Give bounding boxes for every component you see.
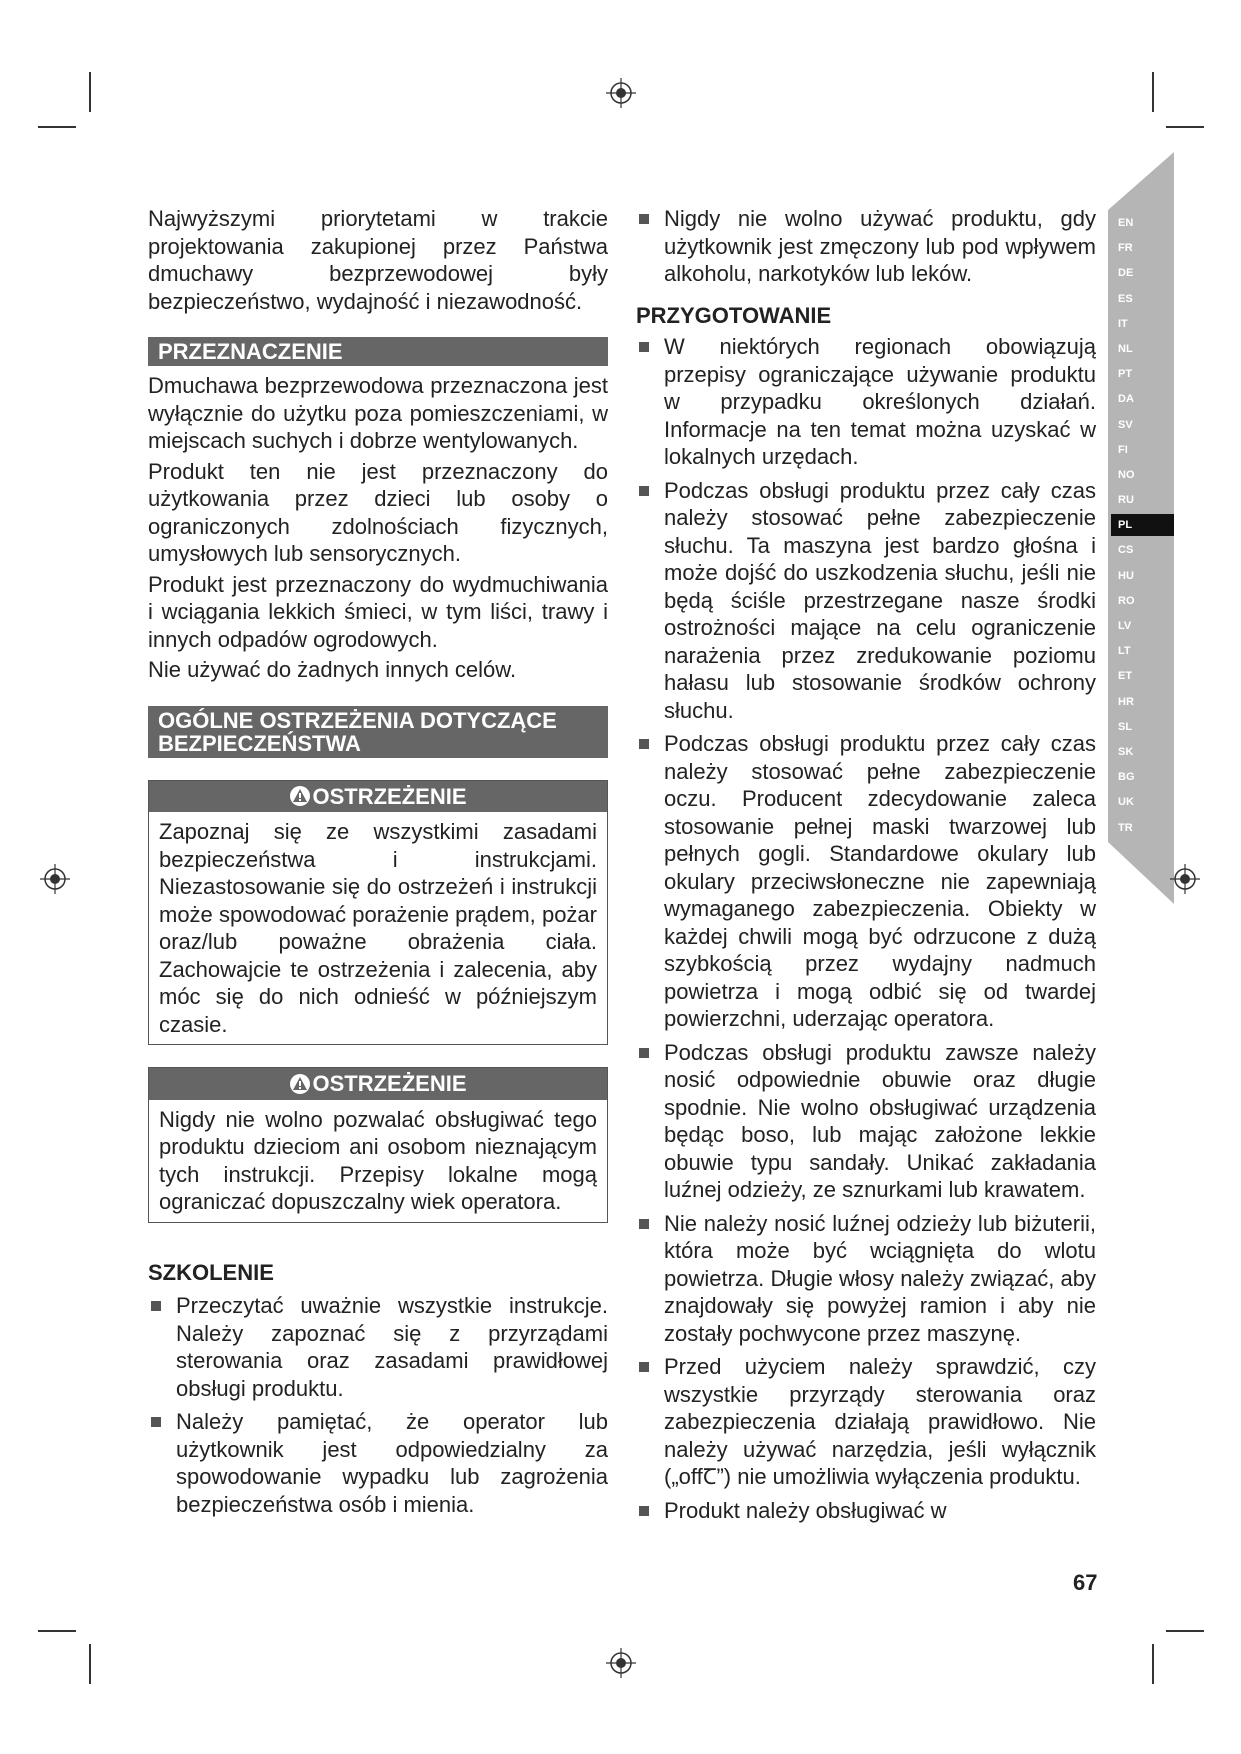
language-tab-bg: BG <box>1111 766 1174 788</box>
crop-mark <box>1152 72 1154 112</box>
language-tab-fr: FR <box>1111 237 1174 259</box>
language-tab-en: EN <box>1111 212 1174 234</box>
list-item: Podczas obsługi produktu przez cały czas należy stosować pełne zabezpieczenie słuchu. Ta maszyna jest bardzo głośna i może dojść do uszkodzenia słuchu, jeśli nie będą ściśle przestrzegane nasze środki ostrożności mające na celu ograniczenie narażenia przez zredukowanie poziomu hałasu lub stosowanie środków ochrony słuchu. <box>636 477 1096 725</box>
language-tab-es: ES <box>1111 288 1174 310</box>
warning-text: Nigdy nie wolno pozwalać obsługiwać tego produktu dzieciom ani osobom nieznającym tych instrukcji. Przepisy lokalne mogą ograniczać dopuszczalny wiek operatora. <box>159 1106 597 1214</box>
subheading-preparation: PRZYGOTOWANIE <box>636 302 832 328</box>
language-tab-hu: HU <box>1111 565 1174 587</box>
warning-title: OSTRZEŻENIE <box>312 783 467 809</box>
section-heading-general-warnings <box>148 706 608 758</box>
list-item: Przeczytać uważnie wszystkie instrukcje. Należy zapoznać się z przyrządami sterowania oraz zasadami prawidłowej obsługi produktu. <box>148 1292 608 1402</box>
list-item: W niektórych regionach obowiązują przepisy ograniczające używanie produktu w przypadku określonych działań. Informacje na ten temat można uzyskać w lokalnych urzędach. <box>636 333 1096 471</box>
language-tab-hr: HR <box>1111 691 1174 713</box>
subheading-training: SZKOLENIE <box>148 1259 274 1285</box>
language-tab-pl: PL <box>1111 514 1174 536</box>
language-tab-de: DE <box>1111 262 1174 284</box>
language-tab-it: IT <box>1111 313 1174 335</box>
language-tab-cs: CS <box>1111 539 1174 561</box>
crop-mark <box>1166 126 1204 128</box>
left-column <box>148 205 608 1524</box>
language-tab-da: DA <box>1111 388 1174 410</box>
registration-mark-icon <box>606 78 636 108</box>
language-tab-sv: SV <box>1111 414 1174 436</box>
language-tab-lv: LV <box>1111 615 1174 637</box>
first-list <box>636 205 1096 288</box>
language-tab-sl: SL <box>1111 716 1174 738</box>
purpose-paragraph: Dmuchawa bezprzewodowa przeznaczona jest wyłącznie do użytku poza pomieszczeniami, w miejscach suchych i dobrze wentylowanych. <box>148 373 608 453</box>
section-heading-line: OGÓLNE OSTRZEŻENIA DOTYCZĄCE <box>158 707 557 733</box>
crop-mark <box>38 1630 76 1632</box>
warning-header <box>149 781 607 813</box>
list-item: Produkt należy obsługiwać w <box>636 1497 1096 1525</box>
warning-triangle-icon <box>289 1073 311 1095</box>
registration-mark-icon <box>40 864 70 894</box>
warning-header <box>149 1068 607 1100</box>
list-item: Nigdy nie wolno używać produktu, gdy użytkownik jest zmęczony lub pod wpływem alkoholu, narkotyków lub leków. <box>636 205 1096 288</box>
list-item: Nie należy nosić luźnej odzieży lub biżuterii, która może być wciągnięta do wlotu powietrza. Długie włosy należy związać, aby znajdowały się powyżej ramion i aby nie zostały pochwycone przez maszynę. <box>636 1210 1096 1348</box>
warning-text: Zapoznaj się ze wszystkimi zasadami bezpieczeństwa i instrukcjami. Niezastosowanie się do ostrzeżeń i instrukcji może spowodować porażenie prądem, pożar oraz/lub poważne obrażenia ciała. Zachowajcie te ostrzeżenia i zalecenia, aby móc się do nich odnieść w późniejszym czasie. <box>159 819 597 1037</box>
training-list <box>148 1292 608 1518</box>
right-column <box>636 205 1096 1530</box>
list-item: Należy pamiętać, że operator lub użytkownik jest odpowiedzialny za spowodowanie wypadku lub zagrożenia bezpieczeństwa osób i mienia. <box>148 1408 608 1518</box>
language-tab-ro: RO <box>1111 590 1174 612</box>
language-tab-no: NO <box>1111 464 1174 486</box>
language-tab-tr: TR <box>1111 817 1174 839</box>
section-heading-purpose: PRZEZNACZENIE <box>148 337 608 366</box>
language-tab-uk: UK <box>1111 791 1174 813</box>
language-tab-sk: SK <box>1111 741 1174 763</box>
warning-triangle-icon <box>289 785 311 807</box>
list-item: Podczas obsługi produktu przez cały czas należy stosować pełne zabezpieczenie oczu. Producent zdecydowanie zaleca stosowanie pełnej maski twarzowej lub pełnych gogli. Standardowe okulary lub okulary przeciwsłoneczne nie zapewniają wymaganego zabezpieczenia. Obiekty w każdej chwili mogą być odrzucone z dużą szybkością przez wydajny nadmuch powietrza i mogą odbić się od twardej powierzchni, uderzając operatora. <box>636 730 1096 1033</box>
list-item: Podczas obsługi produktu zawsze należy nosić odpowiednie obuwie oraz długie spodnie. Nie wolno obsługiwać urządzenia będąc boso, lub mając założone lekkie obuwie typu sandały. Unikać zakładania luźnej odzieży, ze sznurkami lub krawatem. <box>636 1039 1096 1204</box>
warning-box <box>148 780 608 1046</box>
crop-mark <box>1152 1644 1154 1684</box>
language-tab-nl: NL <box>1111 338 1174 360</box>
registration-mark-icon <box>606 1648 636 1678</box>
language-tab-pt: PT <box>1111 363 1174 385</box>
language-tab-lt: LT <box>1111 640 1174 662</box>
purpose-paragraph: Produkt jest przeznaczony do wydmuchiwania i wciągania lekkich śmieci, w tym liści, trawy i innych odpadów ogrodowych. <box>148 571 608 652</box>
page-number: 67 <box>1073 1570 1098 1595</box>
crop-mark <box>38 126 76 128</box>
crop-mark <box>89 72 91 112</box>
crop-mark <box>89 1644 91 1684</box>
purpose-paragraph: Produkt ten nie jest przeznaczony do użytkowania przez dzieci lub osoby o ograniczonych zdolnościach fizycznych, umysłowych lub sensorycznych. <box>148 458 608 566</box>
preparation-list <box>636 333 1096 1524</box>
purpose-paragraph: Nie używać do żadnych innych celów. <box>148 657 517 682</box>
intro-paragraph: Najwyższymi priorytetami w trakcie projektowania zakupionej przez Państwa dmuchawy bezprzewodowej były bezpieczeństwo, wydajność i niezawodność. <box>148 206 608 314</box>
warning-box <box>148 1067 608 1223</box>
language-list <box>1111 212 1174 842</box>
registration-mark-icon <box>1170 864 1200 894</box>
language-tab-ru: RU <box>1111 489 1174 511</box>
list-item: Przed użyciem należy sprawdzić, czy wszystkie przyrządy sterowania oraz zabezpieczenia działają prawidłowo. Nie należy używać narzędzia, jeśli wyłącznik („offꞆ”) nie umożliwia wyłączenia produktu. <box>636 1353 1096 1491</box>
crop-mark <box>1166 1630 1204 1632</box>
language-tab-et: ET <box>1111 665 1174 687</box>
section-heading-line: BEZPIECZEŃSTWA <box>158 730 361 756</box>
warning-title: OSTRZEŻENIE <box>312 1071 467 1096</box>
language-tab-fi: FI <box>1111 439 1174 461</box>
